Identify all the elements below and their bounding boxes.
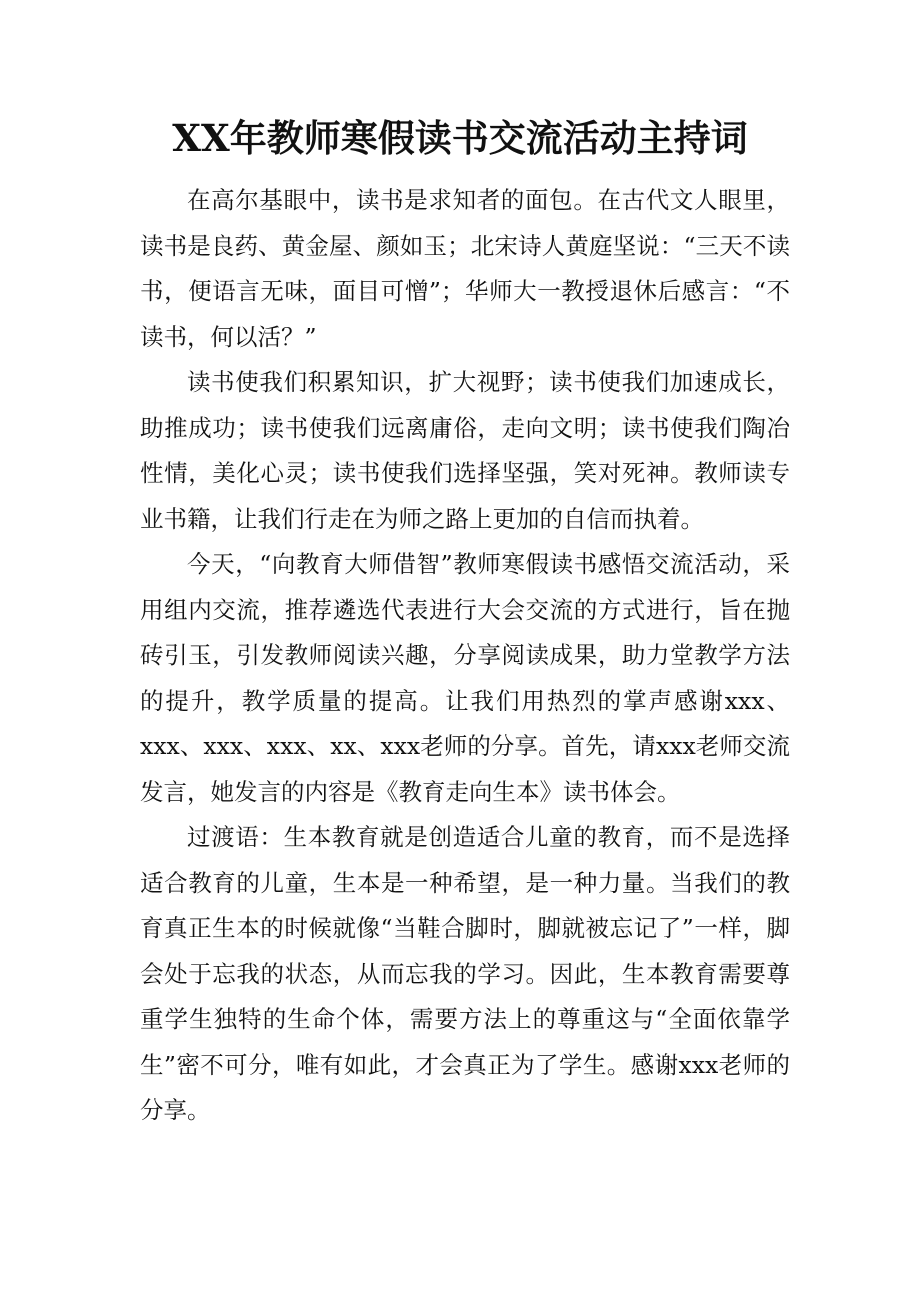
document-body xyxy=(140,178,790,1134)
paragraph-transition: 过渡语：生本教育就是创造适合儿童的教育，而不是选择适合教育的儿童，生本是一种希望，是一种力量。当我们的教育真正生本的时候就像“当鞋合脚时，脚就被忘记了”一样，脚会处于忘我的状态，从而忘我的学习。因此，生本教育需要尊重学生独特的生命个体，需要方法上的尊重这与“全面依靠学生”密不可分，唯有如此，才会真正为了学生。感谢xxx老师的分享。 xyxy=(140,823,790,1124)
document-title: XX年教师寒假读书交流活动主持词 xyxy=(172,116,748,160)
paragraph-activity: 今天，“向教育大师借智”教师寒假读书感悟交流活动，采用组内交流，推荐遴选代表进行大会交流的方式进行，旨在抛砖引玉，引发教师阅读兴趣，分享阅读成果，助力堂教学方法的提升，教学质量的提高。让我们用热烈的掌声感谢xxx、xxx、xxx、xxx、xx、xxx老师的分享。首先，请xxx老师交流发言，她发言的内容是《教育走向生本》读书体会。 xyxy=(140,550,790,806)
paragraph-benefits: 读书使我们积累知识，扩大视野；读书使我们加速成长，助推成功；读书使我们远离庸俗，走向文明；读书使我们陶冶性情，美化心灵；读书使我们选择坚强，笑对死神。教师读专业书籍，让我们行走在为师之路上更加的自信而执着。 xyxy=(140,368,790,533)
paragraph-intro: 在高尔基眼中，读书是求知者的面包。在古代文人眼里，读书是良药、黄金屋、颜如玉；北宋诗人黄庭坚说：“三天不读书，便语言无味，面目可憎”；华师大一教授退休后感言：“不读书，何以活？” xyxy=(140,186,790,351)
